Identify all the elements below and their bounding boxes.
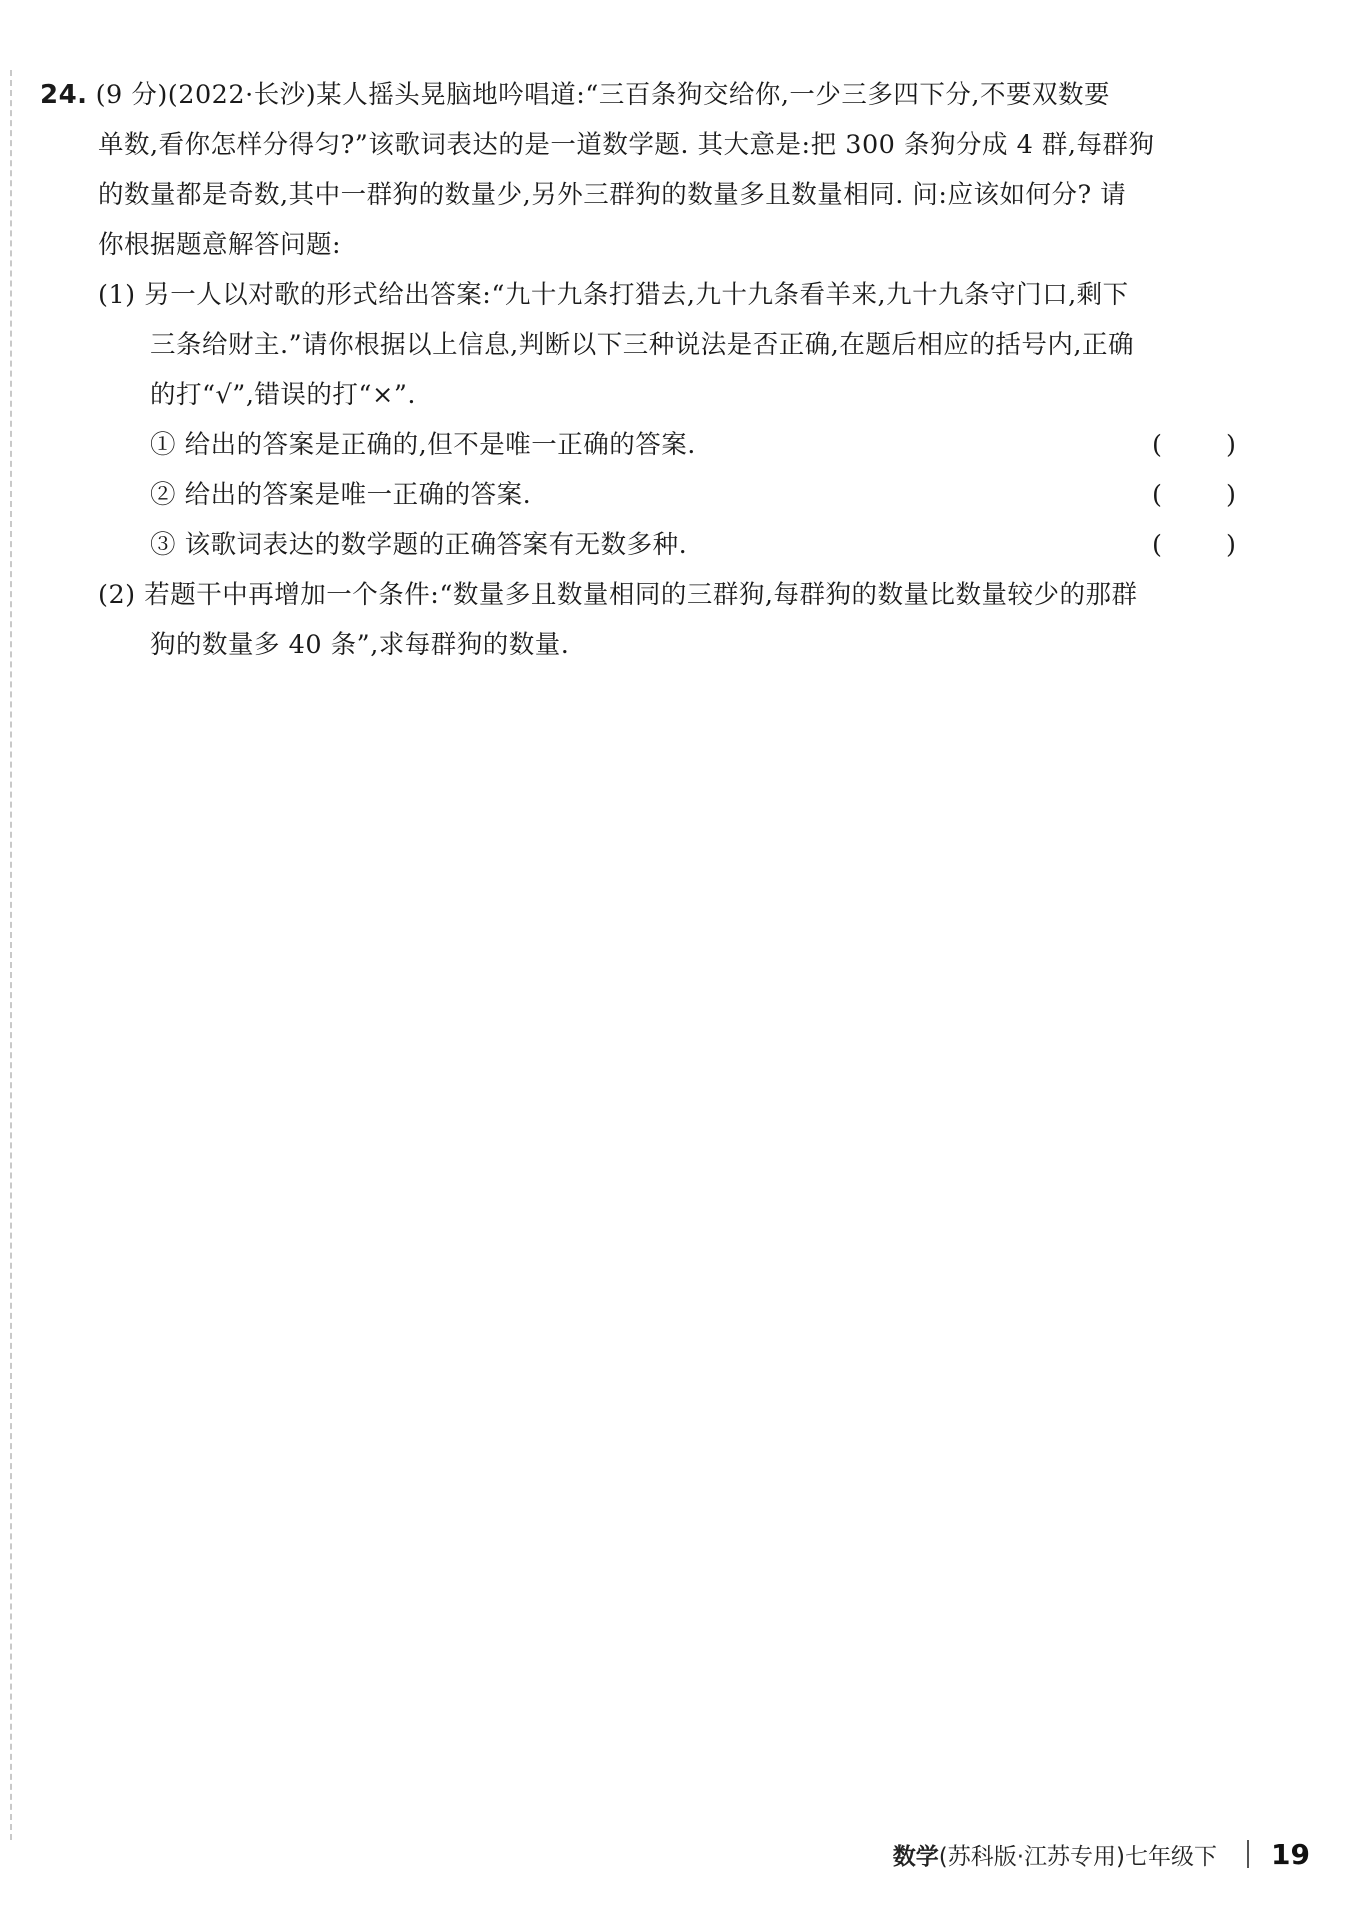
page-footer	[893, 1834, 1310, 1874]
question-stem-line-1	[40, 70, 1270, 120]
question-number: 24.	[40, 80, 88, 110]
question-stem-line-3: 的数量都是奇数,其中一群狗的数量少,另外三群狗的数量多且数量相同. 问:应该如何分? 请	[98, 180, 1127, 210]
part2-line-1: (2) 若题干中再增加一个条件:“数量多且数量相同的三群狗,每群狗的数量比数量较少的那群	[98, 580, 1138, 610]
part2-line-2: 狗的数量多 40 条”,求每群狗的数量.	[150, 630, 570, 660]
footer-edition: (苏科版·江苏专用)七年级下	[938, 1843, 1218, 1870]
binding-margin-line	[10, 70, 12, 1840]
option-2-text: ② 给出的答案是唯一正确的答案.	[150, 480, 532, 510]
option-1-answer-bracket[interactable]: ( )	[1151, 430, 1264, 460]
part1-line-2: 三条给财主.”请你根据以上信息,判断以下三种说法是否正确,在题后相应的括号内,正确	[150, 330, 1134, 360]
option-3	[40, 520, 1270, 570]
option-3-text: ③ 该歌词表达的数学题的正确答案有无数多种.	[150, 530, 688, 560]
footer-subject: 数学	[892, 1843, 939, 1870]
question-stem-line-2: 单数,看你怎样分得匀?”该歌词表达的是一道数学题. 其大意是:把 300 条狗分成 4 群,每群狗	[98, 130, 1155, 160]
footer-book-title	[893, 1838, 1217, 1871]
question-stem-line-4: 你根据题意解答问题:	[98, 230, 342, 260]
part1-line-3: 的打“√”,错误的打“×”.	[150, 380, 416, 410]
page-number: 19	[1271, 1837, 1310, 1871]
option-1-text: ① 给出的答案是正确的,但不是唯一正确的答案.	[150, 430, 696, 460]
question-stem-text: (9 分)(2022·长沙)某人摇头晃脑地吟唱道:“三百条狗交给你,一少三多四下分,不要双数要	[95, 80, 1111, 110]
question-24	[40, 70, 1270, 670]
option-2	[40, 470, 1270, 520]
option-1	[40, 420, 1270, 470]
option-2-answer-bracket[interactable]: ( )	[1151, 480, 1264, 510]
option-3-answer-bracket[interactable]: ( )	[1151, 530, 1264, 560]
part1-line-1: (1) 另一人以对歌的形式给出答案:“九十九条打猎去,九十九条看羊来,九十九条守门口,剩下	[98, 280, 1129, 310]
footer-divider	[1247, 1840, 1249, 1868]
